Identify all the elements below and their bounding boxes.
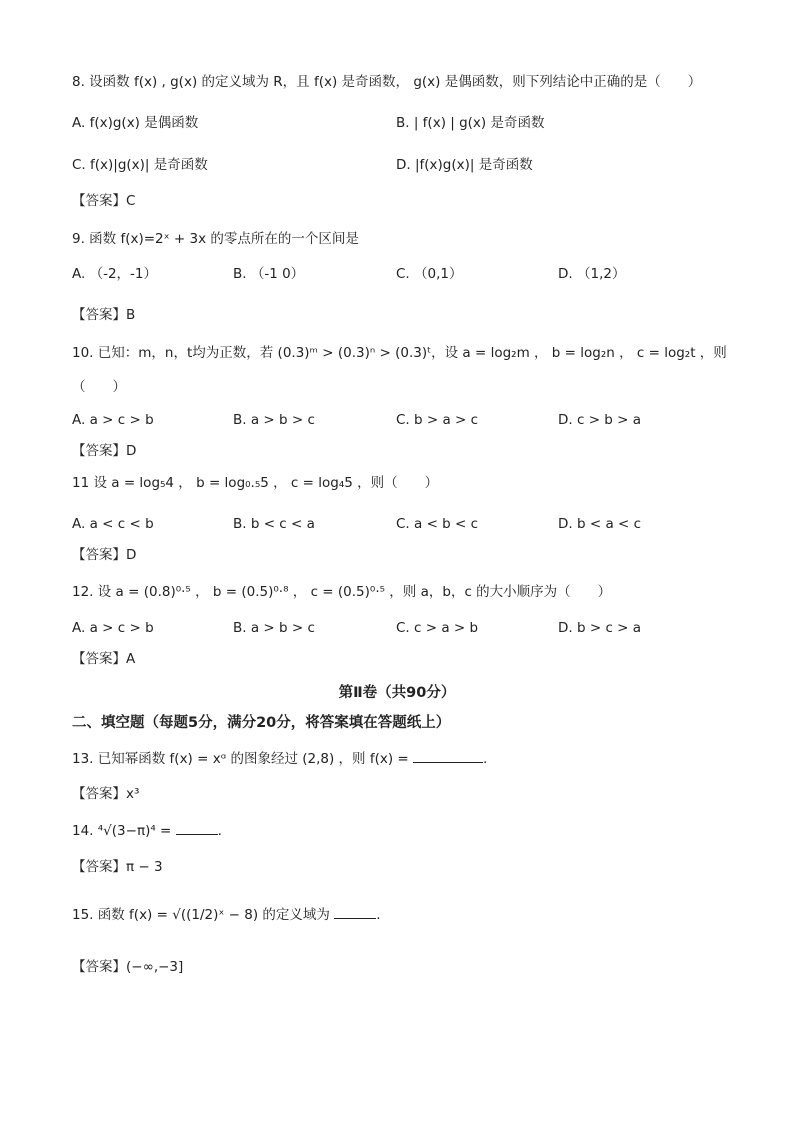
question-10-option-c: C. b > a > c bbox=[396, 412, 479, 428]
question-10-option-a: A. a > c > b bbox=[72, 412, 154, 428]
question-11-option-c: C. a < b < c bbox=[396, 516, 479, 532]
question-13-stem: 13. 已知幂函数 f(x) = xᵅ 的图象经过 (2,8) ，则 f(x) = bbox=[72, 751, 409, 767]
question-9-option-c: C. （0,1） bbox=[396, 266, 463, 282]
question-13 bbox=[72, 748, 487, 769]
question-10-option-b: B. a > b > c bbox=[233, 412, 315, 428]
question-11-answer: 【答案】D bbox=[72, 547, 137, 563]
question-10-answer: 【答案】D bbox=[72, 443, 137, 459]
question-8-option-b: B. | f(x) | g(x) 是奇函数 bbox=[396, 115, 545, 131]
question-15-end: . bbox=[376, 907, 381, 923]
question-13-end: . bbox=[483, 751, 488, 767]
question-15 bbox=[72, 904, 380, 925]
question-8-answer: 【答案】C bbox=[72, 193, 136, 209]
part-2-title: 第Ⅱ卷（共90分） bbox=[338, 685, 456, 701]
question-11-option-d: D. b < a < c bbox=[558, 516, 642, 532]
question-9-option-a: A. （-2，-1） bbox=[72, 266, 158, 282]
question-11-option-b: B. b < c < a bbox=[233, 516, 315, 532]
question-12-answer: 【答案】A bbox=[72, 651, 136, 667]
answer-blank bbox=[413, 748, 483, 763]
question-9-stem: 9. 函数 f(x)=2ˣ + 3x 的零点所在的一个区间是 bbox=[72, 231, 359, 247]
question-10-stem: 10. 已知：m，n，t均为正数，若 (0.3)ᵐ > (0.3)ⁿ > (0.3)ᵗ，设 a = log₂m ， b = log₂n ， c = log₂t ，则 bbox=[72, 345, 727, 361]
question-12-option-c: C. c > a > b bbox=[396, 620, 479, 636]
question-11-stem: 11 设 a = log₅4 ， b = log₀.₅5 ， c = log₄5 ，则（ ） bbox=[72, 475, 439, 491]
question-9-option-b: B. （-1 0） bbox=[233, 266, 305, 282]
question-8-option-d: D. |f(x)g(x)| 是奇函数 bbox=[396, 157, 533, 173]
question-8-option-c: C. f(x)|g(x)| 是奇函数 bbox=[72, 157, 208, 173]
question-10-option-d: D. c > b > a bbox=[558, 412, 642, 428]
question-8-option-a: A. f(x)g(x) 是偶函数 bbox=[72, 115, 199, 131]
question-15-stem: 15. 函数 f(x) = √((1/2)ˣ − 8) 的定义域为 bbox=[72, 907, 330, 923]
question-14-answer: 【答案】π − 3 bbox=[72, 859, 163, 875]
question-13-answer: 【答案】x³ bbox=[72, 786, 140, 802]
question-12-stem: 12. 设 a = (0.8)⁰·⁵ ， b = (0.5)⁰·⁸ ， c = (0.5)⁰·⁵ ，则 a，b，c 的大小顺序为（ ） bbox=[72, 584, 612, 600]
answer-blank bbox=[334, 904, 376, 919]
question-15-answer: 【答案】(−∞,−3] bbox=[72, 959, 184, 975]
answer-blank bbox=[176, 820, 218, 835]
question-12-option-a: A. a > c > b bbox=[72, 620, 154, 636]
section-2-title: 二、填空题（每题5分，满分20分，将答案填在答题纸上） bbox=[72, 715, 451, 731]
question-10-stem-paren: （ ） bbox=[72, 379, 126, 395]
question-12-option-b: B. a > b > c bbox=[233, 620, 315, 636]
question-9-answer: 【答案】B bbox=[72, 307, 136, 323]
question-14-end: . bbox=[217, 823, 222, 839]
question-12-option-d: D. b > c > a bbox=[558, 620, 642, 636]
question-14-stem: 14. ⁴√(3−π)⁴ = bbox=[72, 823, 172, 839]
question-14 bbox=[72, 820, 222, 841]
question-11-option-a: A. a < c < b bbox=[72, 516, 154, 532]
question-9-option-d: D. （1,2） bbox=[558, 266, 626, 282]
question-8-stem: 8. 设函数 f(x) , g(x) 的定义域为 R，且 f(x) 是奇函数， g(x) 是偶函数，则下列结论中正确的是（ ） bbox=[72, 74, 702, 90]
